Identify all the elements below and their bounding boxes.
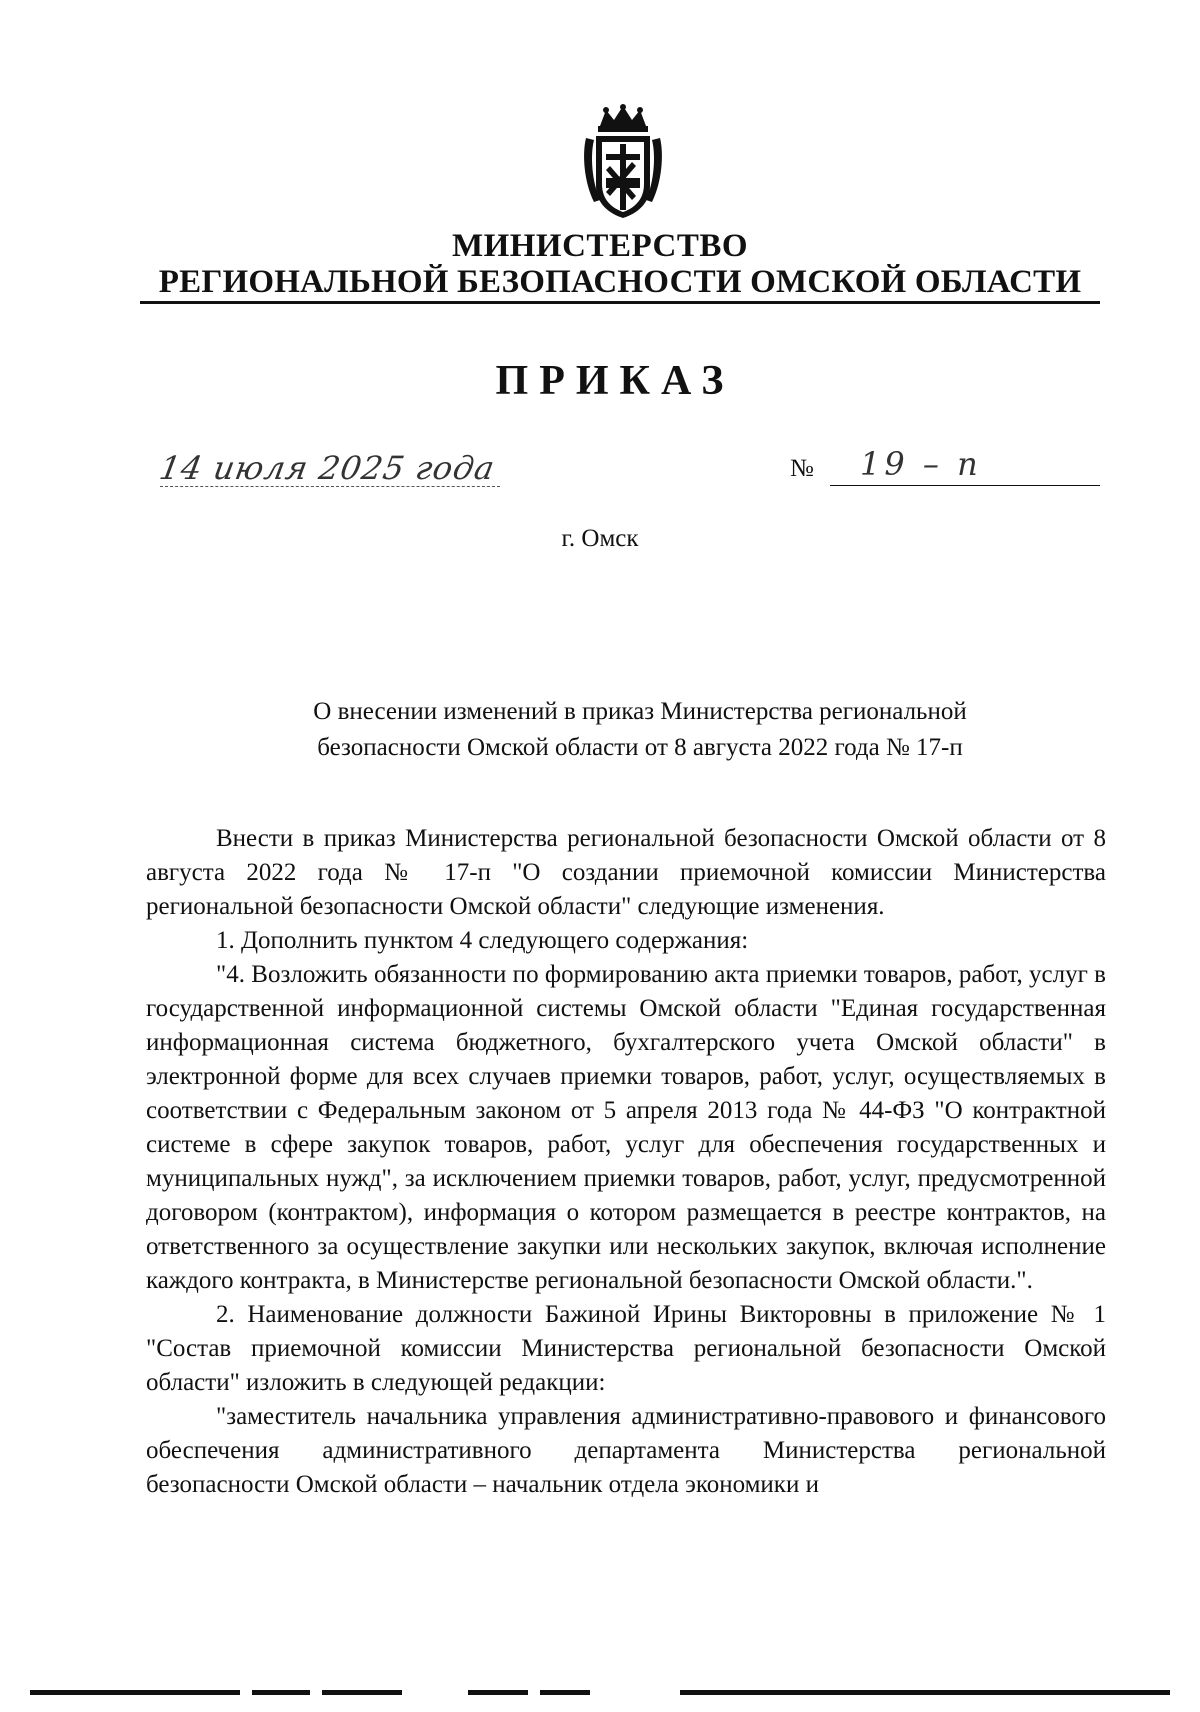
ministry-name-line2: РЕГИОНАЛЬНОЙ БЕЗОПАСНОСТИ ОМСКОЙ ОБЛАСТИ (158, 264, 1082, 300)
document-title (200, 694, 1080, 766)
paragraph-item-4-text: "4. Возложить обязанности по формированию акта приемки товаров, работ, услуг в государственной информационной системы Омской области "Единая государственная информационная система бюджетного, бухгалтерского учета Омской области" в электронной форме для всех случаев приемки товаров, работ, услуг, осуществляемых в соответствии с Федеральным законом от 5 апреля 2013 года № 44-ФЗ "О контрактной системе в сфере закупок товаров, работ, услуг для обеспечения государственных и муниципальных нужд", за исключением приемки товаров, работ, услуг, предусмотренной договором (контрактом), информация о котором размещается в реестре контрактов, на ответственного за осуществление закупки или нескольких закупок, включая исполнение каждого контракта, в Министерстве региональной безопасности Омской области.". (146, 961, 1106, 1294)
date-underline (160, 486, 500, 488)
footer-mark (30, 1690, 240, 1695)
paragraph-item-1: 1. Дополнить пунктом 4 следующего содержания: (216, 927, 749, 954)
footer-mark (468, 1690, 528, 1695)
number-underline (830, 485, 1100, 486)
number-sign: № (790, 455, 814, 482)
footer-mark (252, 1690, 310, 1695)
document-body (146, 822, 1106, 1502)
paragraph-item-2: 2. Наименование должности Бажиной Ирины Викторовны в приложение № 1 "Состав приемочной комиссии Министерства региональной безопасности Омской области" изложить в следующей редакции: (146, 1301, 1106, 1396)
paragraph-position-text: "заместитель начальника управления административно-правового и финансового обеспечения административного департамента Министерства региональной безопасности Омской области – начальник отдела экономики и (146, 1403, 1106, 1498)
city-label: г. Омск (561, 525, 639, 552)
handwritten-date: 14 июля 2025 года (156, 449, 499, 487)
handwritten-order-number: 19 – п (860, 445, 982, 483)
page-footer-marks (0, 1690, 1200, 1698)
order-title: ПРИКАЗ (495, 358, 735, 404)
header-divider (140, 301, 1100, 304)
document-title-line2: безопасности Омской области от 8 августа 2022 года № 17-п (317, 734, 963, 761)
paragraph-intro: Внести в приказ Министерства региональной безопасности Омской области от 8 августа 2022 года № 17-п "О создании приемочной комиссии Министерства региональной безопасности Омской области" следующие изменения. (146, 825, 1106, 920)
ministry-name-line1: МИНИСТЕРСТВО (451, 228, 749, 264)
footer-mark (680, 1690, 1170, 1695)
footer-mark (540, 1690, 590, 1695)
footer-mark (322, 1690, 402, 1695)
document-title-line1: О внесении изменений в приказ Министерства региональной (313, 698, 967, 725)
coat-of-arms-icon (580, 104, 666, 220)
